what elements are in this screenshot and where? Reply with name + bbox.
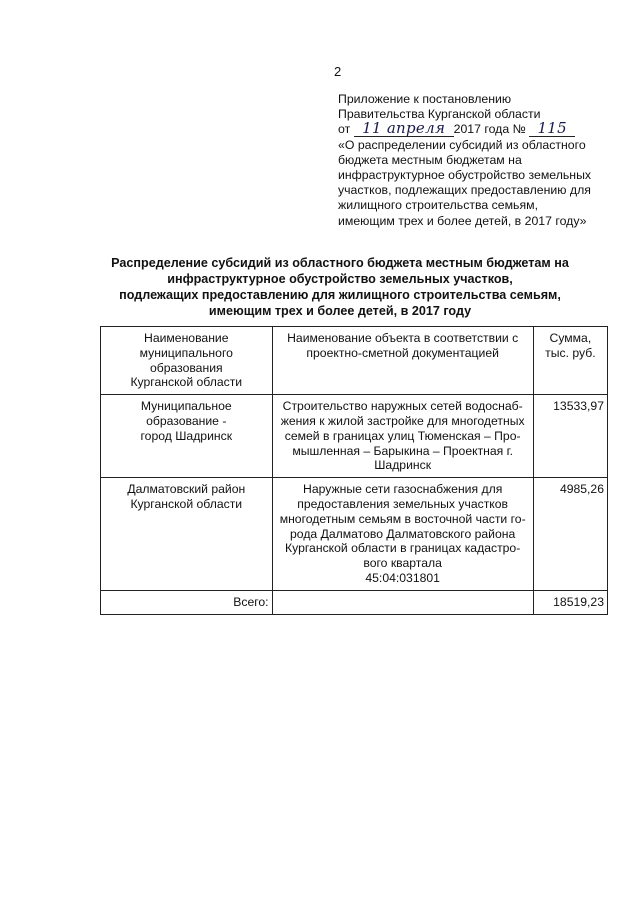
total-label: Всего: (101, 590, 273, 614)
year-text: 2017 года № (453, 122, 526, 137)
header-sum: Сумма, тыс. руб. (533, 327, 607, 395)
document-title (60, 255, 620, 319)
title-line: Распределение субсидий из областного бюджета местным бюджетам на (111, 256, 569, 270)
appendix-line: инфраструктурное обустройство земельных (338, 168, 592, 183)
total-sum: 18519,23 (533, 590, 607, 614)
table-total-row (101, 590, 608, 614)
table-row (101, 478, 608, 591)
header-object: Наименование объекта в соответствии с проектно-сметной документацией (272, 327, 533, 395)
total-object (272, 590, 533, 614)
cell-object: Наружные сети газоснабжения для предоставления земельных участков многодетным семьям в восточной части го- рода Далматово Далматовского района Курганской области в границах кадастро- вого квартала 45:04:031801 (272, 478, 533, 591)
appendix-line: имеющим трех и более детей, в 2017 году» (338, 213, 587, 228)
cell-municipality: Муниципальное образование - город Шадринск (101, 395, 273, 478)
cell-sum: 4985,26 (533, 478, 607, 591)
subsidy-table (100, 326, 608, 615)
cell-object: Строительство наружных сетей водоснаб- жения к жилой застройке для многодетных семей в границах улиц Тюменская – Про- мышленная – Барыкина – Проектная г. Шадринск (272, 395, 533, 478)
appendix-line: Правительства Курганской области (338, 107, 541, 122)
title-line: инфраструктурное обустройство земельных участков, (167, 272, 513, 286)
appendix-line: Приложение к постановлению (338, 92, 512, 106)
date-prefix: от (338, 122, 351, 137)
appendix-header (338, 92, 628, 229)
appendix-date-line (338, 119, 628, 138)
appendix-line: участков, подлежащих предоставлению для (338, 183, 591, 198)
handwritten-date: 11 апреля (354, 122, 454, 137)
page-number: 2 (334, 64, 342, 79)
appendix-line: жилищного строительства семьям, (338, 198, 538, 213)
handwritten-number: 115 (529, 122, 575, 137)
appendix-line: «О распределении субсидий из областного (338, 137, 586, 152)
appendix-line: бюджета местным бюджетам на (338, 152, 522, 167)
table-row (101, 395, 608, 478)
table-header-row (101, 327, 608, 395)
title-line: имеющим трех и более детей, в 2017 году (208, 304, 472, 318)
cell-sum: 13533,97 (533, 395, 607, 478)
header-municipality: Наименование муниципального образования Курганской области (101, 327, 273, 395)
cell-municipality: Далматовский район Курганской области (101, 478, 273, 591)
title-line: подлежащих предоставлению для жилищного строительства семьям, (119, 288, 561, 302)
